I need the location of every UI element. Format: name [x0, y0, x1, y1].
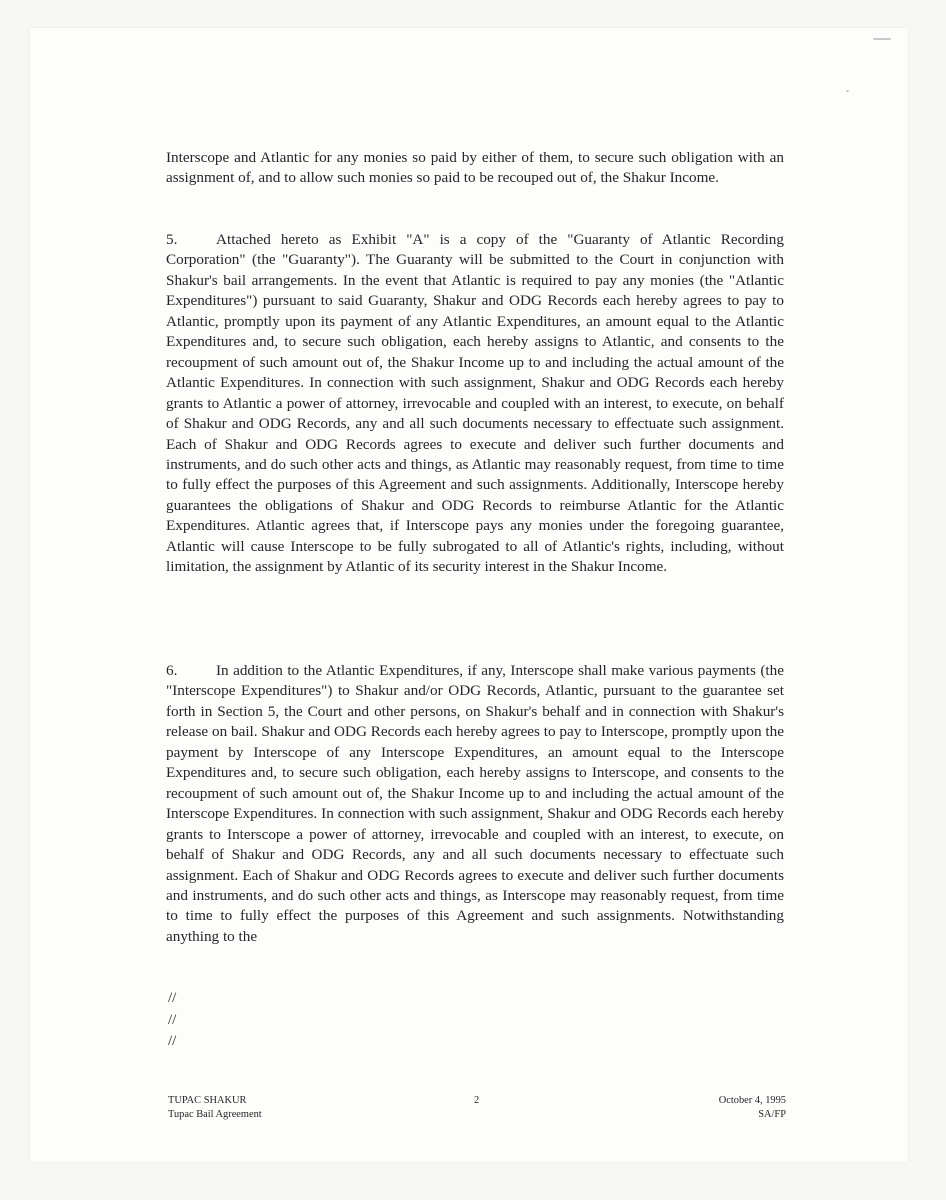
footer-document-title: Tupac Bail Agreement — [168, 1109, 262, 1120]
paper-speck — [846, 90, 849, 92]
paper-speck — [873, 38, 891, 40]
footer-initials: SA/FP — [758, 1109, 786, 1120]
page-number: 2 — [474, 1095, 480, 1106]
section-5-text: Attached hereto as Exhibit "A" is a copy of the "Guaranty of Atlantic Recording Corporation" (the "Guaranty"). The Guaranty will be submitted to the Court in conjunction with Shakur's bail arrangements. In the event that Atlantic is required to pay any monies (the "Atlantic Expenditures") pursuant to said Guaranty, Shakur and ODG Records each hereby agrees to pay to Atlantic, promptly upon its payment of any Atlantic Expenditures, an amount equal to the Atlantic Expenditures and, to secure such obligation, each hereby assigns to Atlantic, and consents to the recoupment of such amount out of, the Shakur Income up to and including the actual amount of the Atlantic Expenditures. In connection with such assignment, Shakur and ODG Records each hereby grants to Atlantic a power of attorney, irrevocable and coupled with an interest, to execute, on behalf of Shakur and ODG Records, any and all such documents necessary to effectuate such assignment. Each of Shakur and ODG Records agrees to execute and deliver such further documents and instruments, and do such other acts and things, as Atlantic may reasonably request, from time to time to fully effect the purposes of this Agreement and such assignments. Additionally, Interscope hereby guarantees the obligations of Shakur and ODG Records to reimburse Atlantic for the Atlantic Expenditures. Atlantic agrees that, if Interscope pays any monies under the foregoing guarantee, Atlantic will cause Interscope to be fully subrogated to all of Atlantic's rights, including, without limitation, the assignment by Atlantic of its security interest in the Shakur Income. — [166, 231, 784, 576]
continuation-mark: // — [168, 1033, 177, 1049]
footer-left — [168, 1094, 262, 1122]
section-6-text: In addition to the Atlantic Expenditures, if any, Interscope shall make various payments (the "Interscope Expenditures") to Shakur and/or ODG Records, Atlantic, pursuant to the guarantee set forth in Section 5, the Court and other persons, on Shakur's behalf and in connection with Shakur's release on bail. Shakur and ODG Records each hereby agrees to pay to Interscope, promptly upon the payment by Interscope of any Interscope Expenditures, an amount equal to the Interscope Expenditures and, to secure such obligation, each hereby assigns to Interscope, and consents to the recoupment of such amount out of, the Shakur Income up to and including the actual amount of the Interscope Expenditures. In connection with such assignment, Shakur and ODG Records each hereby grants to Interscope a power of attorney, irrevocable and coupled with an interest, to execute, on behalf of Shakur and ODG Records, any and all such documents necessary to effectuate such assignment. Each of Shakur and ODG Records agrees to execute and deliver such further documents and instruments, and do such other acts and things, as Interscope may reasonably request, from time to time to fully effect the purposes of this Agreement and such assignments. Notwithstanding anything to the — [166, 662, 784, 945]
footer-date: October 4, 1995 — [718, 1095, 786, 1106]
footer-artist: TUPAC SHAKUR — [168, 1095, 247, 1106]
section-5-number: 5. — [166, 231, 178, 248]
footer-right — [660, 1094, 786, 1122]
continuation-mark: // — [168, 1011, 177, 1028]
document-page — [30, 28, 908, 1162]
continued-paragraph: Interscope and Atlantic for any monies so paid by either of them, to secure such obligation with an assignment of, and to allow such monies so paid to be recouped out of, the Shakur Income. — [166, 149, 784, 187]
section-6-number: 6. — [166, 662, 178, 679]
continuation-marks — [168, 988, 176, 1053]
section-5-paragraph — [166, 230, 784, 578]
continuation-mark: // — [168, 990, 177, 1006]
section-6-paragraph — [166, 661, 784, 947]
